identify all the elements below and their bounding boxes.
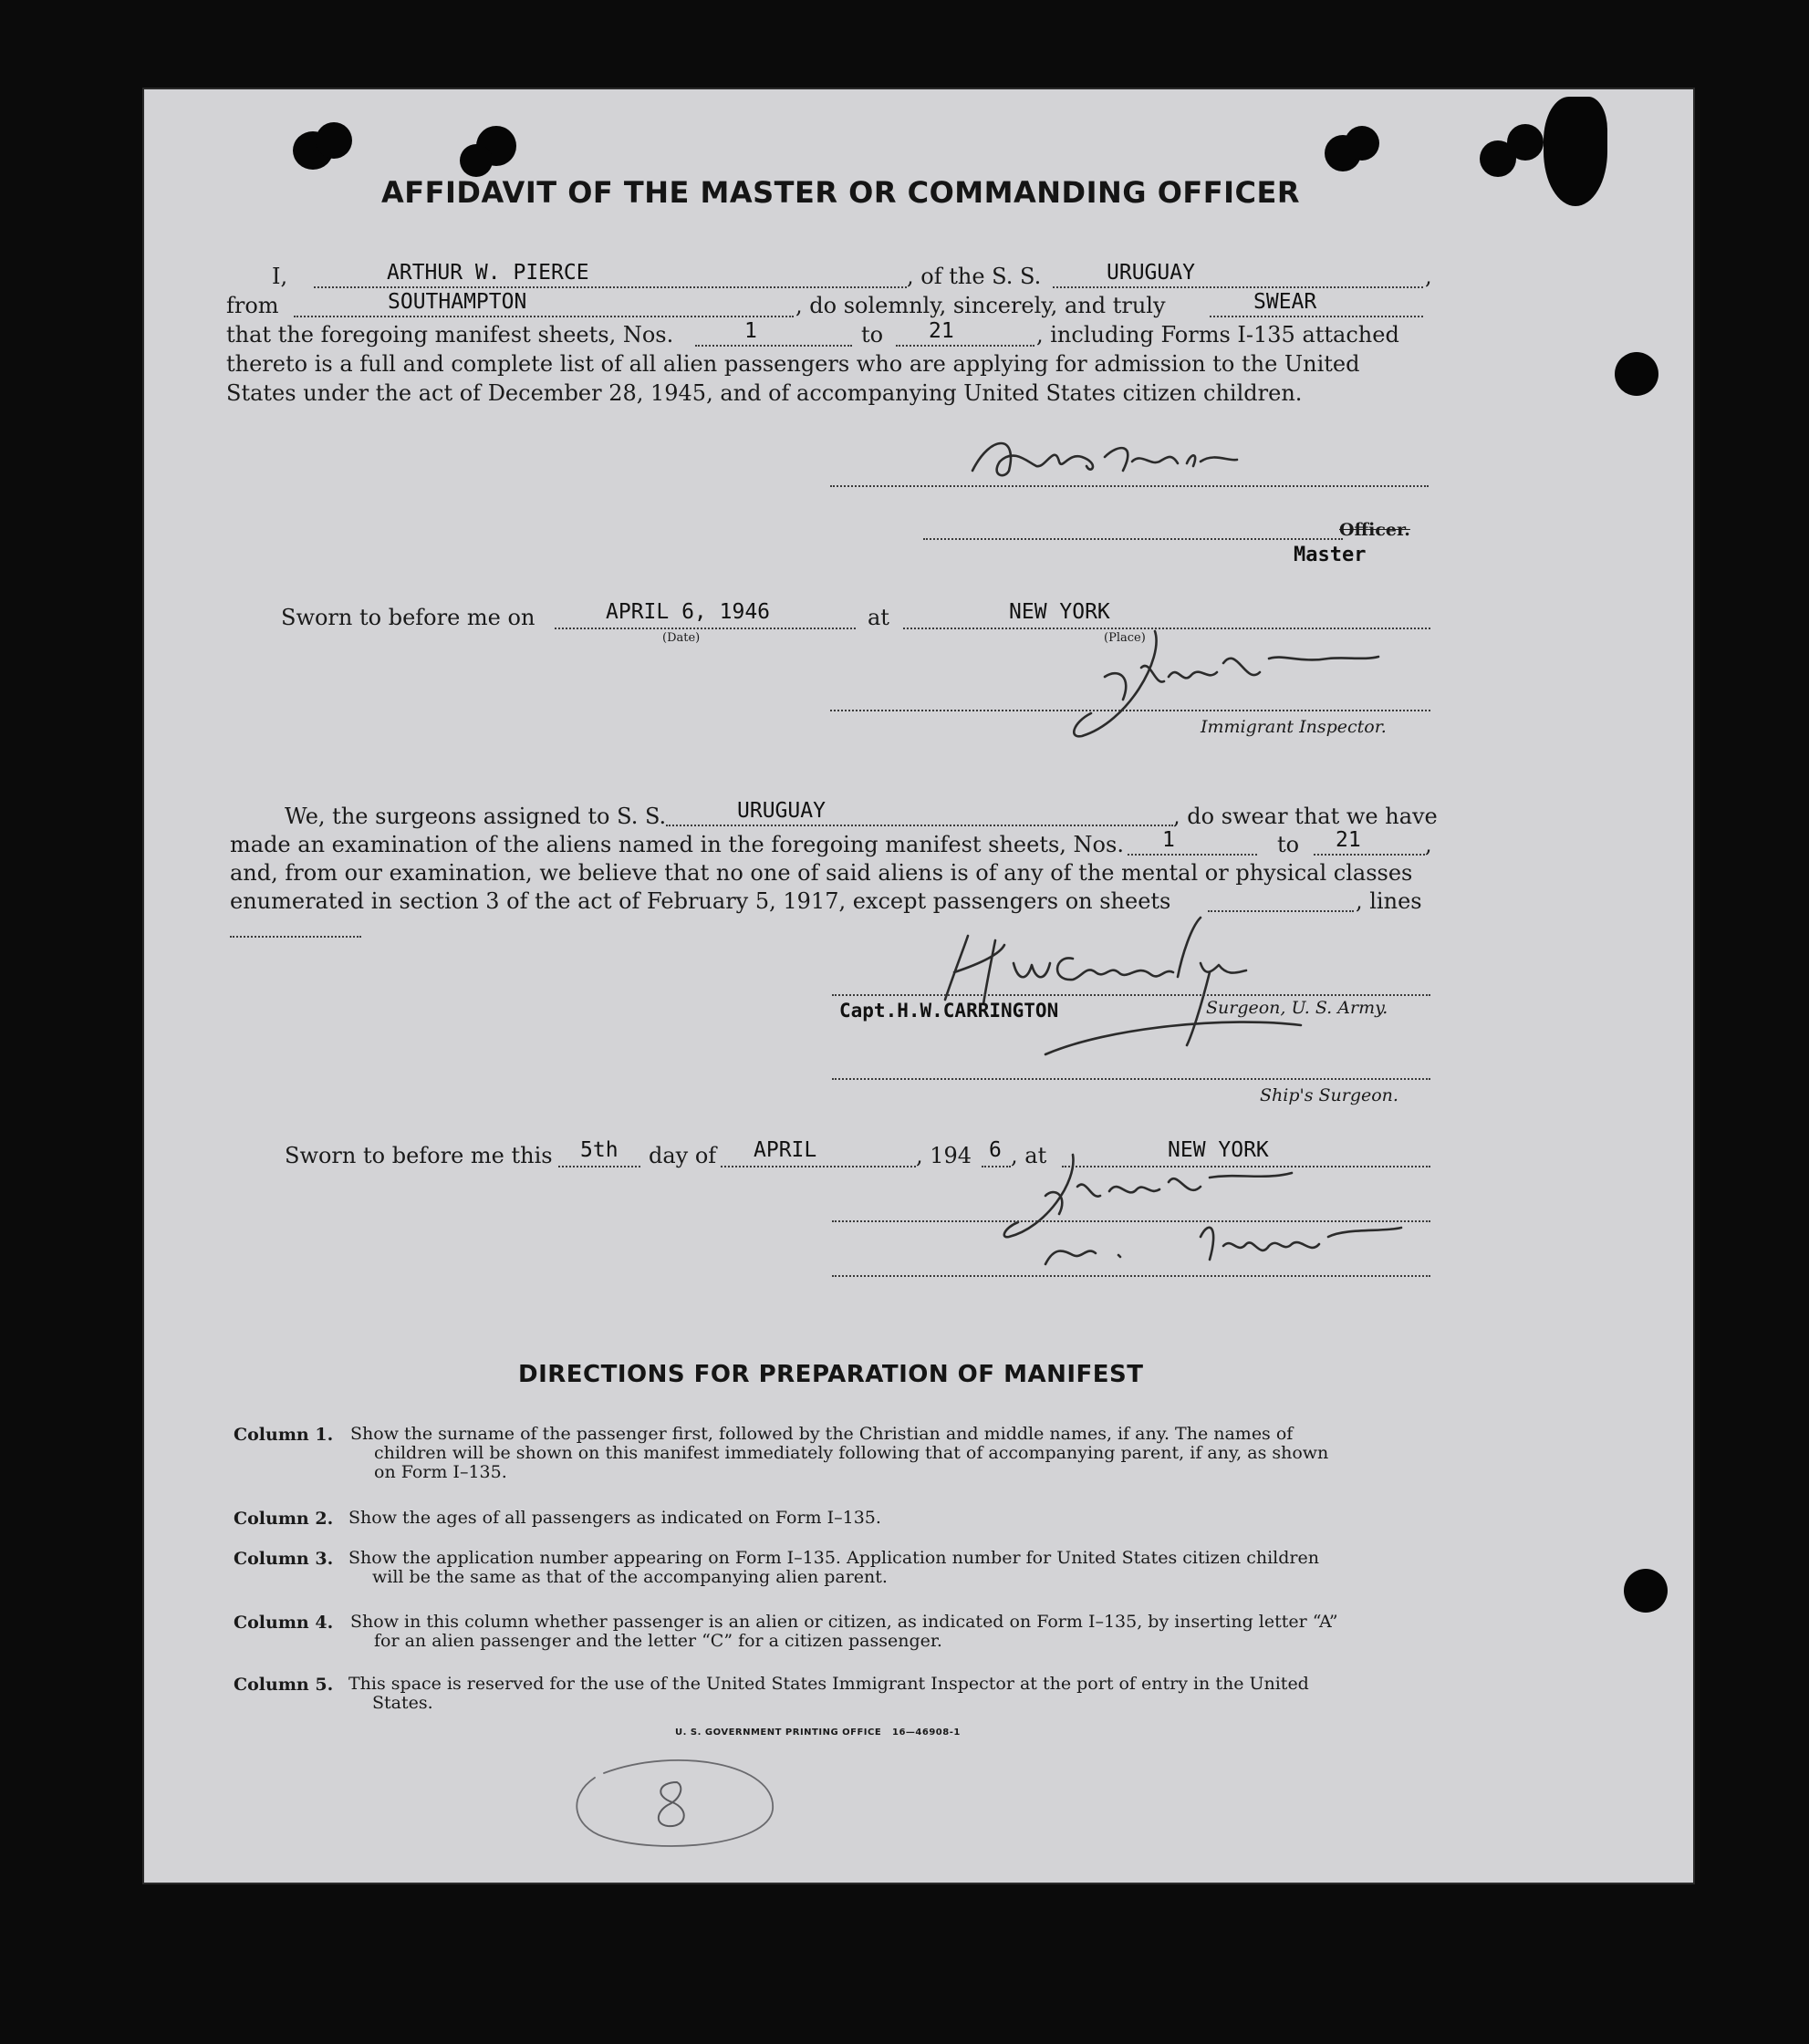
column-5-label: Column 5.: [234, 1675, 334, 1695]
day-of-text: day of: [649, 1143, 717, 1168]
punch-hole: [316, 122, 352, 159]
sworn-place: NEW YORK: [1009, 600, 1110, 624]
master-signature-line: [830, 485, 1429, 487]
affidavit-line4: thereto is a full and complete list of all alien passengers who are applying for admission to the United: [226, 351, 1360, 377]
surgeons-line2: made an examination of the aliens named in the foregoing manifest sheets, Nos.: [230, 832, 1124, 857]
year-digit: 6: [989, 1138, 1002, 1162]
sworn2-day-line: [558, 1166, 640, 1167]
officer-struck-label: Officer.: [1339, 520, 1410, 540]
punch-hole: [1624, 1569, 1668, 1613]
master-title: Master: [1294, 544, 1367, 566]
gpo-imprint: U. S. GOVERNMENT PRINTING OFFICE: [675, 1728, 882, 1738]
surg-sheet-to-line: [1314, 854, 1425, 856]
including-text: , including Forms I-135 attached: [1036, 322, 1399, 348]
column-2-label: Column 2.: [234, 1509, 334, 1529]
to-text: to: [861, 322, 884, 348]
affidavit-i: I,: [272, 264, 288, 289]
ship-surgeon-caption: Ship's Surgeon.: [1260, 1085, 1398, 1105]
surgeon-signature: [927, 908, 1310, 1054]
do-solemnly-text: , do solemnly, sincerely, and truly: [795, 293, 1166, 318]
master-name: ARTHUR W. PIERCE: [387, 261, 589, 285]
column-1-text: Show the surname of the passenger first, followed by the Christian and middle names, if any. The names of children will be shown on this manifest immediately following that of accompanying parent, if any, as shown on Form I–135.: [350, 1424, 1329, 1482]
surgeon-name: Capt.H.W.CARRINGTON: [839, 1000, 1059, 1022]
column-3-label: Column 3.: [234, 1549, 334, 1569]
sworn2-place: NEW YORK: [1168, 1138, 1269, 1162]
officer-line: [923, 538, 1343, 540]
surgeons-sheet-to: 21: [1336, 828, 1361, 852]
surgeons-swear: , do swear that we have: [1173, 804, 1438, 829]
punch-hole: [460, 144, 493, 177]
master-name-line: [314, 286, 907, 288]
swear-line: [1210, 316, 1423, 317]
surgeons-comma: ,: [1425, 832, 1432, 857]
punch-hole: [1345, 126, 1379, 161]
affidavit-line5: States under the act of December 28, 1945, and of accompanying United States citizen children.: [226, 380, 1303, 406]
document-page: [142, 88, 1695, 1884]
sworn2-month: APRIL: [754, 1138, 817, 1162]
surgeons-line4: enumerated in section 3 of the act of February 5, 1917, except passengers on sheets: [230, 888, 1171, 914]
inspector2-line: [832, 1220, 1430, 1222]
sworn-date: APRIL 6, 1946: [606, 600, 771, 624]
punch-hole: [1615, 352, 1658, 396]
comma: ,: [1425, 264, 1432, 289]
column-2-text: Show the ages of all passengers as indicated on Form I–135.: [348, 1508, 881, 1528]
except-lines-line: [230, 936, 361, 938]
inspector2-signature: [1000, 1146, 1483, 1282]
date-caption: (Date): [662, 631, 701, 645]
swear-word: SWEAR: [1253, 290, 1317, 314]
surgeons-lines: , lines: [1356, 888, 1422, 914]
pencil-circle-mark: [567, 1746, 786, 1855]
sheet-to: 21: [929, 319, 954, 343]
inspector-line: [830, 710, 1430, 711]
sheet-from-line: [695, 345, 852, 347]
departure-port: SOUTHAMPTON: [388, 290, 527, 314]
surgeons-ship-line: [666, 825, 1173, 826]
year-prefix: , 194: [916, 1143, 972, 1168]
sworn-label: Sworn to before me on: [281, 605, 535, 630]
surgeons-sheet-from: 1: [1162, 828, 1175, 852]
ship-surgeon-line: [832, 1078, 1430, 1080]
port-line: [294, 316, 794, 317]
punch-hole: [1507, 124, 1544, 161]
from-text: from: [226, 293, 279, 318]
page-title: AFFIDAVIT OF THE MASTER OR COMMANDING OFFICER: [381, 175, 1300, 210]
column-1-label: Column 1.: [234, 1425, 334, 1445]
column-5-text: This space is reserved for the use of the United States Immigrant Inspector at the port of entry in the United States.: [348, 1674, 1309, 1713]
ship-line: [1053, 286, 1423, 288]
sworn2-label: Sworn to before me this: [285, 1143, 553, 1168]
surg-sheet-from-line: [1128, 854, 1257, 856]
sheet-to-line: [896, 345, 1034, 347]
inspector2-title-line: [832, 1275, 1430, 1277]
column-4-text: Show in this column whether passenger is an alien or citizen, as indicated on Form I–135, by inserting letter “A” for an alien passenger and the letter “C” for a citizen passenger.: [350, 1612, 1338, 1651]
sworn2-month-line: [721, 1166, 916, 1167]
inspector-caption: Immigrant Inspector.: [1201, 717, 1387, 737]
directions-title: DIRECTIONS FOR PREPARATION OF MANIFEST: [518, 1361, 1144, 1388]
surgeons-to: to: [1277, 832, 1300, 857]
master-signature: [954, 425, 1246, 498]
army-caption: Surgeon, U. S. Army.: [1206, 998, 1388, 1018]
surgeons-line1: We, the surgeons assigned to S. S.: [285, 804, 667, 829]
of-ship-text: , of the S. S.: [907, 264, 1042, 289]
column-4-label: Column 4.: [234, 1613, 334, 1633]
form-number: 16—46908-1: [892, 1728, 961, 1738]
at-text: at: [868, 605, 889, 630]
place-caption: (Place): [1104, 631, 1146, 645]
punch-hole: [1544, 97, 1607, 206]
sheet-from: 1: [744, 319, 757, 343]
manifest-text: that the foregoing manifest sheets, Nos.: [226, 322, 674, 348]
sworn2-at: , at: [1011, 1143, 1047, 1168]
ship-name: URUGUAY: [1107, 261, 1195, 285]
sworn-date-line: [555, 628, 856, 629]
surgeons-line3: and, from our examination, we believe that no one of said aliens is of any of the mental or physical classes: [230, 860, 1413, 886]
column-3-text: Show the application number appearing on Form I–135. Application number for United States citizen children will be the same as that of the accompanying alien parent.: [348, 1548, 1319, 1587]
sworn2-day: 5th: [580, 1138, 619, 1162]
surgeon-army-line: [832, 994, 1430, 996]
surgeons-ship: URUGUAY: [737, 799, 826, 823]
